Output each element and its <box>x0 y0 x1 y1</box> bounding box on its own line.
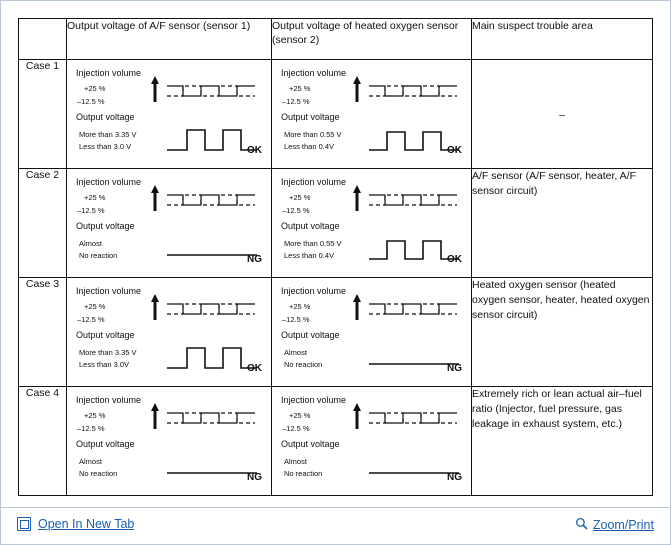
header-af-sensor: Output voltage of A/F sensor (sensor 1) <box>67 19 272 60</box>
ho-panel <box>272 387 472 496</box>
output-voltage-label: Output voltage <box>281 439 340 449</box>
af-panel <box>67 60 272 169</box>
ho-panel <box>272 169 472 278</box>
af-verdict: OK <box>247 145 262 156</box>
ho-verdict: OK <box>447 254 462 265</box>
injection-volume-label: Injection volume <box>76 286 142 296</box>
ho-verdict: NG <box>447 363 462 374</box>
af-verdict: NG <box>247 254 262 265</box>
main-suspect-area-text: A/F sensor (A/F sensor, heater, A/F sensor circuit) <box>472 169 653 278</box>
table-row <box>19 60 653 169</box>
af-threshold-high: Almost <box>79 457 102 466</box>
new-tab-icon <box>17 517 31 531</box>
af-threshold-low: No reaction <box>79 469 118 478</box>
output-voltage-label: Output voltage <box>76 439 135 449</box>
plus-25-label: +25 % <box>289 193 311 202</box>
header-main-suspect-area: Main suspect trouble area <box>472 19 653 60</box>
ho-threshold-low: No reaction <box>284 360 323 369</box>
output-voltage-label: Output voltage <box>76 330 135 340</box>
af-verdict: NG <box>247 472 262 483</box>
minus-12-5-label: –12.5 % <box>77 206 105 215</box>
plus-25-label: +25 % <box>289 411 311 420</box>
af-verdict: OK <box>247 363 262 374</box>
minus-12-5-label: –12.5 % <box>77 97 105 106</box>
af-threshold-low: Less than 3.0V <box>79 360 130 369</box>
ho-panel <box>272 60 472 169</box>
case-label: Case 2 <box>19 169 67 278</box>
plus-25-label: +25 % <box>289 84 311 93</box>
af-panel <box>67 278 272 387</box>
main-suspect-area-text: – <box>472 60 653 169</box>
main-suspect-area-text: Extremely rich or lean actual air–fuel ratio (Injector, fuel pressure, gas leakage in exhaust system, etc.) <box>472 387 653 496</box>
ho-threshold-low: Less than 0.4V <box>284 251 335 260</box>
injection-volume-label: Injection volume <box>281 395 347 405</box>
diagnostic-table <box>18 18 653 496</box>
af-panel <box>67 169 272 278</box>
plus-25-label: +25 % <box>84 84 106 93</box>
injection-volume-label: Injection volume <box>76 395 142 405</box>
af-threshold-high: Almost <box>79 239 102 248</box>
ho-threshold-high: More than 0.55 V <box>284 130 342 139</box>
af-threshold-low: Less than 3.0 V <box>79 142 132 151</box>
plus-25-label: +25 % <box>84 193 106 202</box>
output-voltage-label: Output voltage <box>281 112 340 122</box>
ho-threshold-low: No reaction <box>284 469 323 478</box>
table-row <box>19 387 653 496</box>
header-heated-oxygen-sensor: Output voltage of heated oxygen sensor (sensor 2) <box>272 19 472 60</box>
magnifier-icon <box>575 517 588 533</box>
minus-12-5-label: –12.5 % <box>77 424 105 433</box>
minus-12-5-label: –12.5 % <box>282 315 310 324</box>
injection-volume-label: Injection volume <box>281 177 347 187</box>
main-suspect-area-text: Heated oxygen sensor (heated oxygen sensor, heater, heated oxygen sensor circuit) <box>472 278 653 387</box>
plus-25-label: +25 % <box>289 302 311 311</box>
af-threshold-high: More than 3.35 V <box>79 130 137 139</box>
plus-25-label: +25 % <box>84 411 106 420</box>
header-case <box>19 19 67 60</box>
ho-verdict: OK <box>447 145 462 156</box>
open-in-new-tab-label: Open In New Tab <box>38 517 135 531</box>
case-label: Case 1 <box>19 60 67 169</box>
af-panel <box>67 387 272 496</box>
injection-volume-label: Injection volume <box>76 177 142 187</box>
ho-panel <box>272 278 472 387</box>
ho-threshold-low: Less than 0.4V <box>284 142 335 151</box>
zoom-print-label: Zoom/Print <box>592 517 654 532</box>
af-threshold-low: No reaction <box>79 251 118 260</box>
injection-volume-label: Injection volume <box>281 286 347 296</box>
output-voltage-label: Output voltage <box>281 330 340 340</box>
open-in-new-tab-button[interactable] <box>17 517 134 531</box>
minus-12-5-label: –12.5 % <box>282 424 310 433</box>
plus-25-label: +25 % <box>84 302 106 311</box>
minus-12-5-label: –12.5 % <box>77 315 105 324</box>
table-row <box>19 278 653 387</box>
table-header-row <box>19 19 653 60</box>
ho-threshold-high: Almost <box>284 348 307 357</box>
af-threshold-high: More than 3.35 V <box>79 348 137 357</box>
case-label: Case 4 <box>19 387 67 496</box>
injection-volume-label: Injection volume <box>76 68 142 78</box>
case-label: Case 3 <box>19 278 67 387</box>
ho-threshold-high: Almost <box>284 457 307 466</box>
output-voltage-label: Output voltage <box>281 221 340 231</box>
output-voltage-label: Output voltage <box>76 221 135 231</box>
output-voltage-label: Output voltage <box>76 112 135 122</box>
ho-verdict: NG <box>447 472 462 483</box>
ho-threshold-high: More than 0.55 V <box>284 239 342 248</box>
table-row <box>19 169 653 278</box>
injection-volume-label: Injection volume <box>281 68 347 78</box>
zoom-print-button[interactable] <box>575 517 654 533</box>
minus-12-5-label: –12.5 % <box>282 97 310 106</box>
minus-12-5-label: –12.5 % <box>282 206 310 215</box>
viewer-footer <box>1 507 670 544</box>
